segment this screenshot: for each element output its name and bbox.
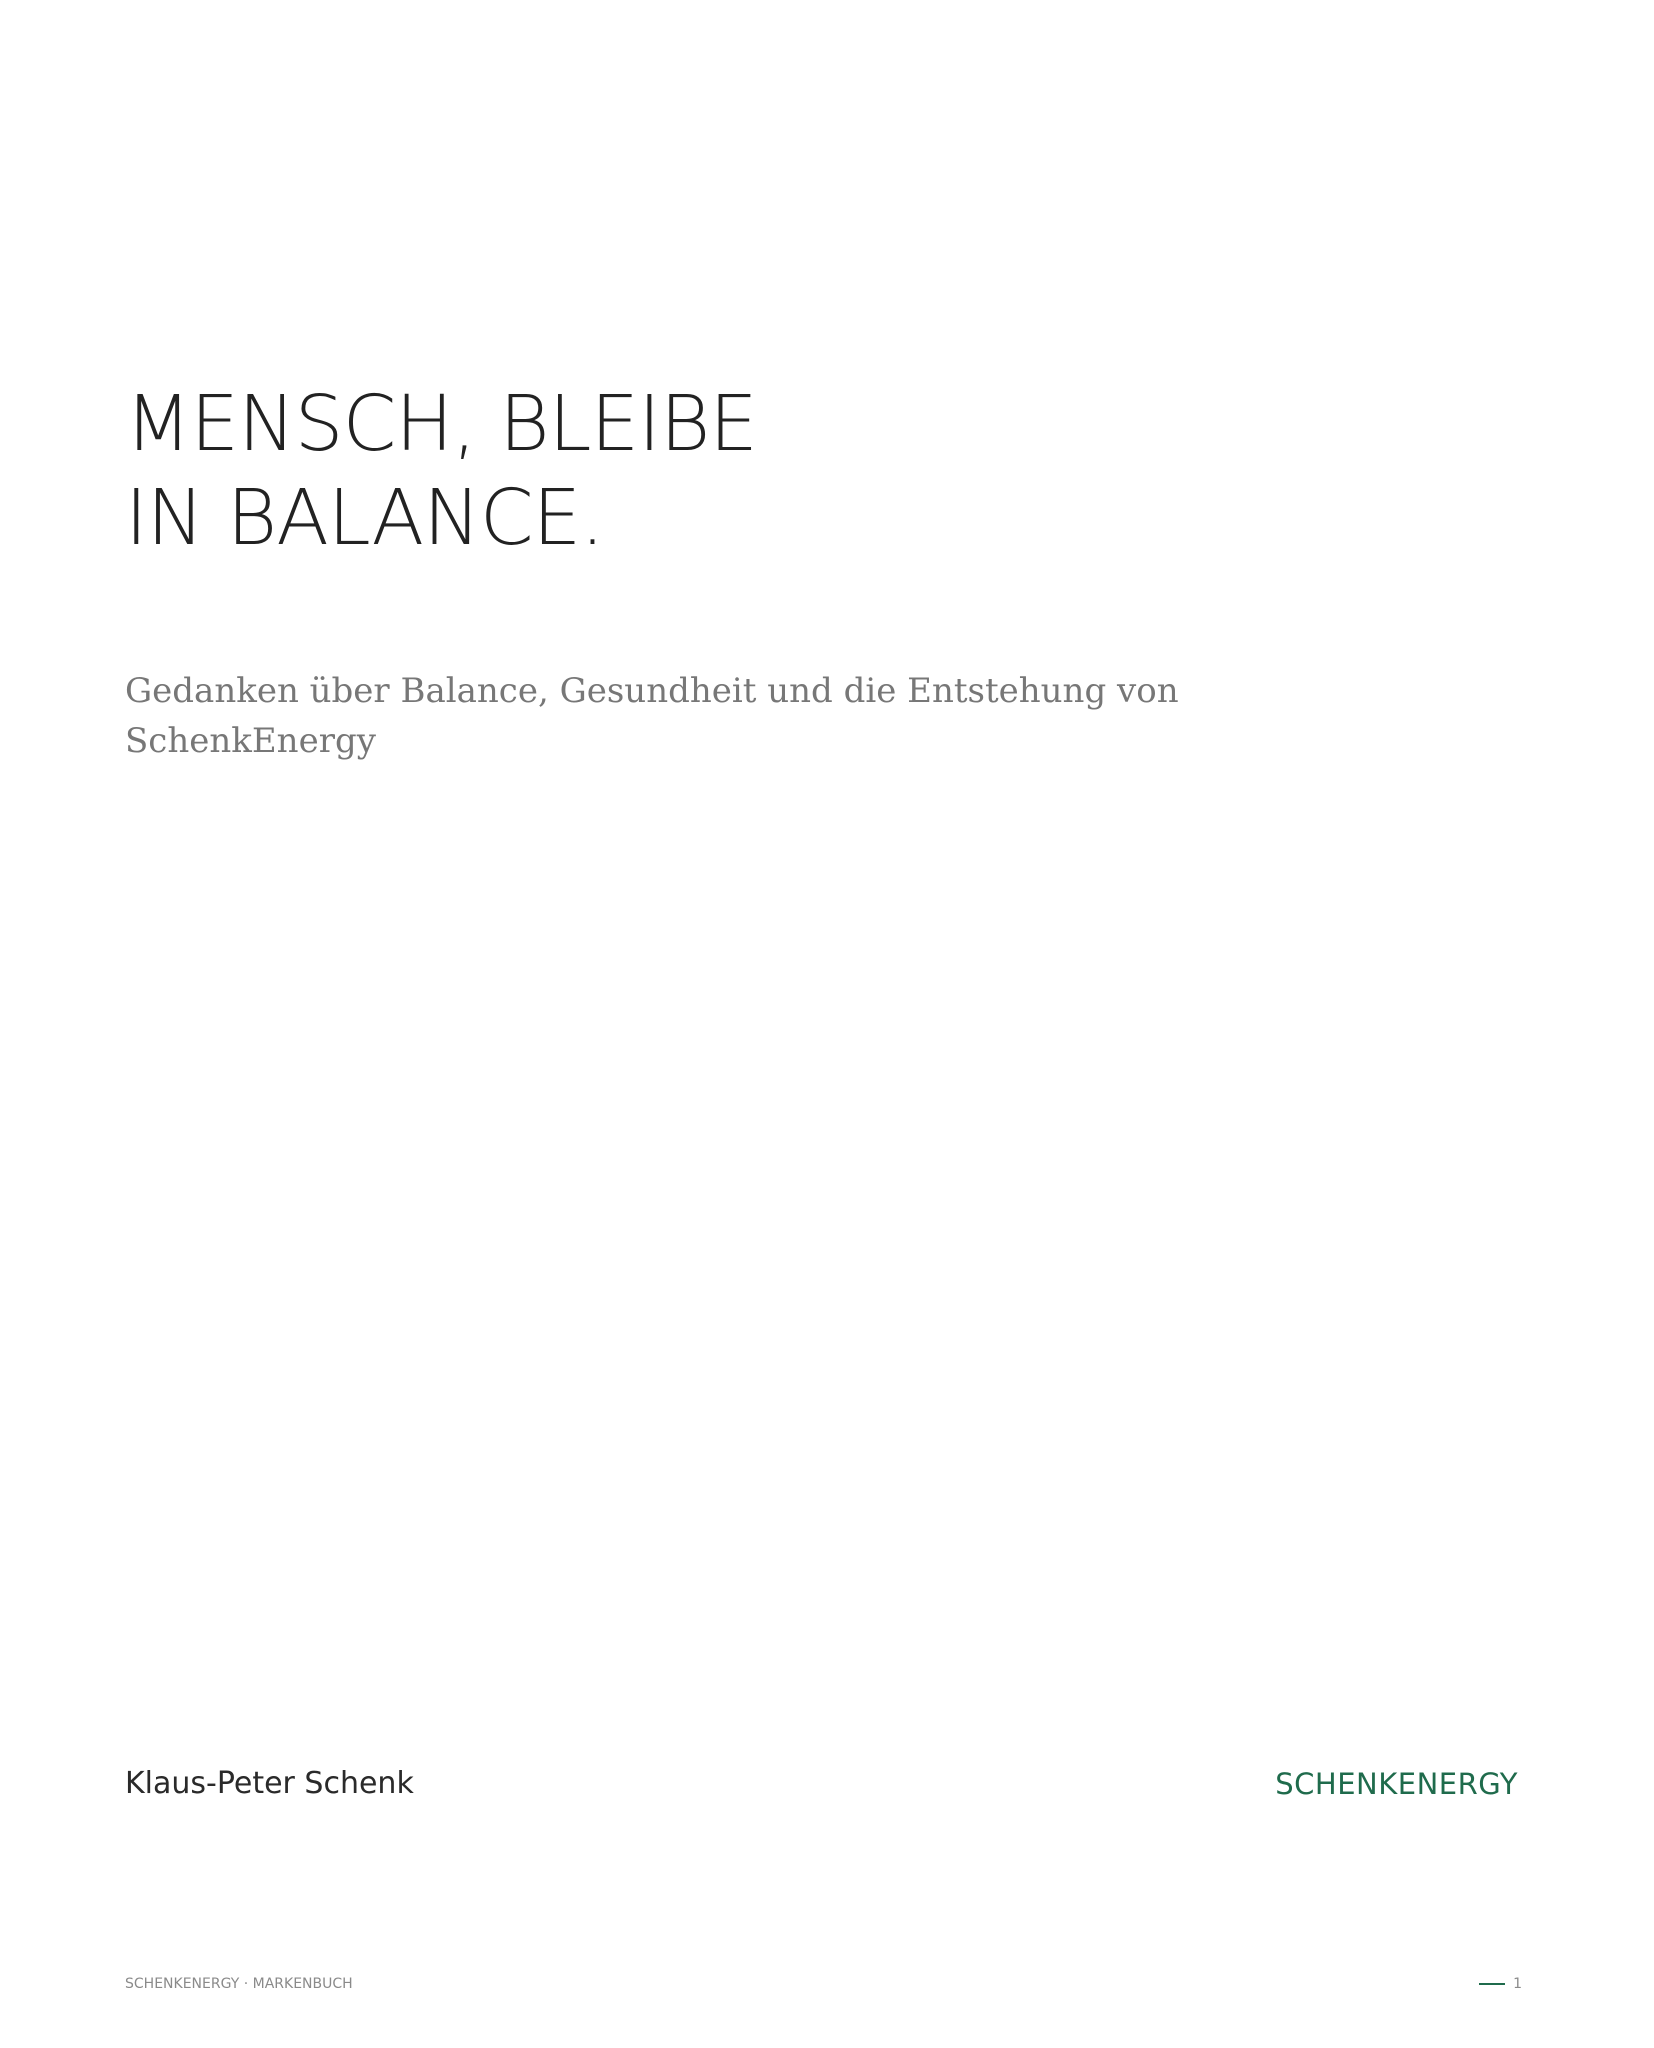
footer-rule-line (1479, 1983, 1505, 1985)
cover-title-line-1: MENSCH, BLEIBE (125, 380, 757, 469)
footer-page-indicator (1479, 1974, 1522, 1994)
cover-subtitle-line-2: SchenkEnergy (125, 721, 376, 761)
cover-title-line-2: IN BALANCE. (125, 474, 604, 563)
cover-subtitle (125, 666, 1179, 766)
author-name: Klaus-Peter Schenk (125, 1766, 414, 1801)
cover-subtitle-line-1: Gedanken über Balance, Gesundheit und die Entstehung von (125, 671, 1179, 711)
footer-running-title: SCHENKENERGY · MARKENBUCH (125, 1976, 353, 1992)
page-number: 1 (1513, 1976, 1522, 1992)
brand-wordmark: SCHENKENERGY (1275, 1767, 1518, 1801)
cover-title (125, 378, 757, 566)
